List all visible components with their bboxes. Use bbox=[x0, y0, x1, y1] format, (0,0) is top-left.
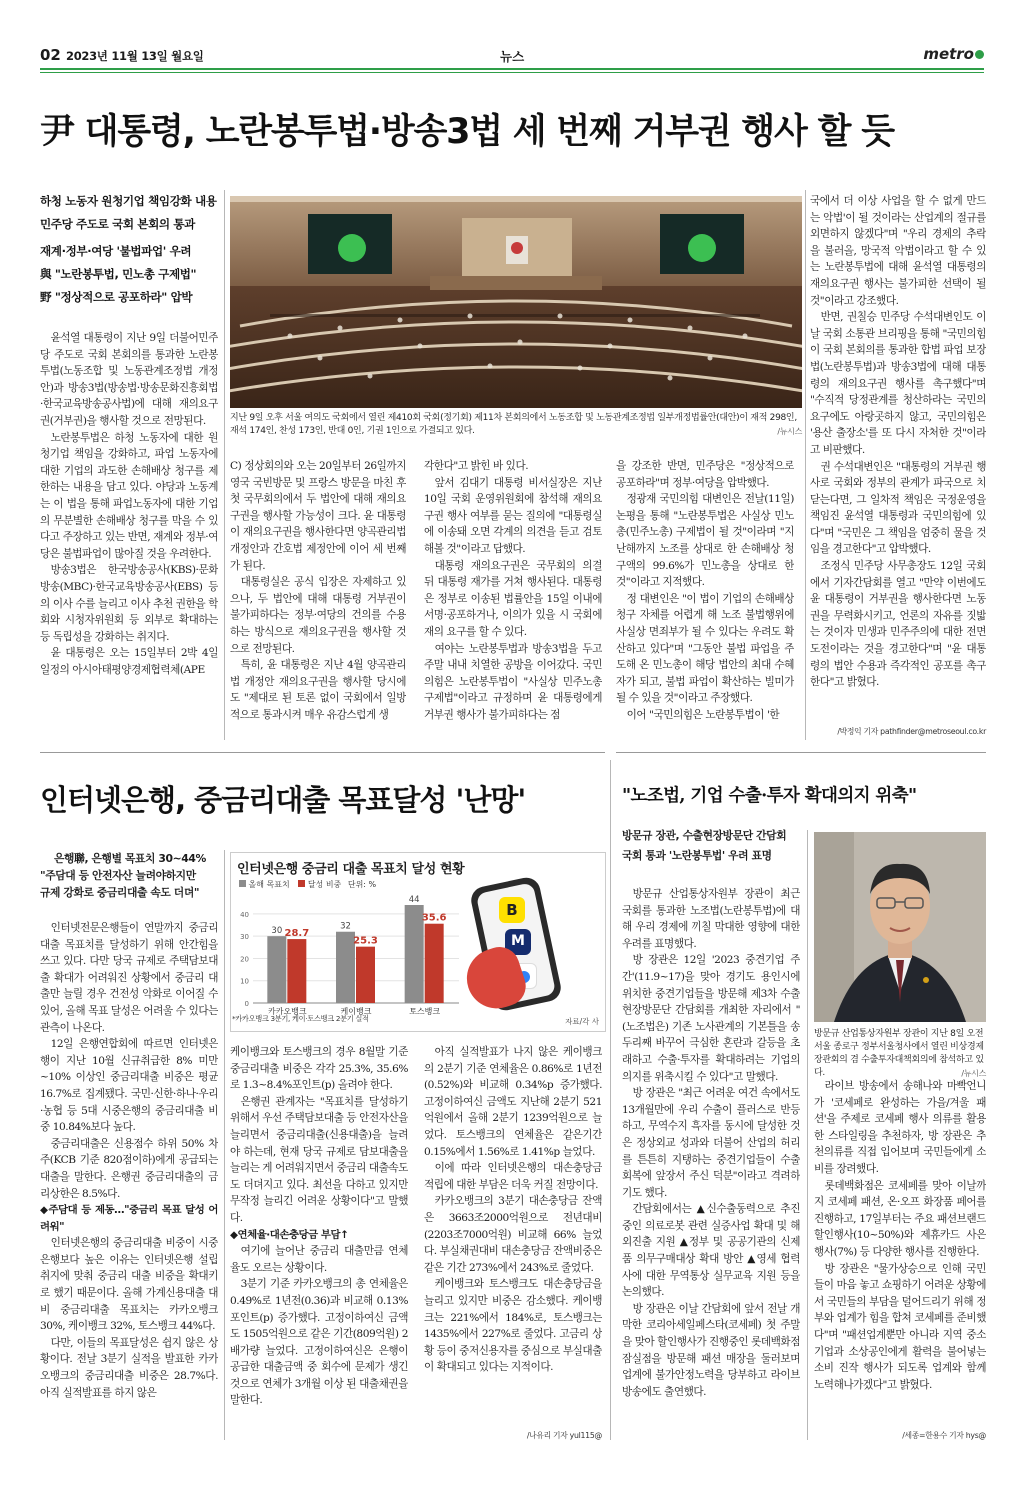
paragraph: 방 장관은 12일 '2023 중견기업 주간'(11.9~17)을 맞아 경기도 용인시에 위치한 중견기업들을 방문해 제3차 수출현장방문단 간담회를 개최한 자리에서 "(노조법은) 기존 노사관계의 기본틀을 송두리째 바꾸어 극심한 혼란과 갈등을 초래하고 수출·투자를 확대하려는 기업의 의지를 위축시킬 수 있다"고 말했다. bbox=[622, 954, 800, 1083]
minister-photo-caption: 방문규 산업통상자원부 장관이 지난 8일 오전 서울 종로구 정부서울청사에서 열린 비상경제장관회의 겸 수출투자대책회의에 참석하고 있다. /뉴시스 bbox=[814, 1029, 986, 1078]
data-label: 25.3 bbox=[353, 935, 378, 947]
y-tick-label: 10 bbox=[240, 977, 249, 986]
main-headline: 尹 대통령, 노란봉투법·방송3법 세 번째 거부권 행사 할 듯 bbox=[40, 112, 894, 152]
bank-col-3 bbox=[424, 1044, 602, 1424]
assembly-hall-image bbox=[230, 196, 802, 408]
deck-line: 재계·정부·여당 '불법파업' 우려 bbox=[40, 244, 192, 258]
bar-target bbox=[267, 936, 286, 1003]
paragraph: 인터넷전문은행들이 연말까지 중금리대출 목표치를 달성하기 위해 안간힘을 쓰고 있다. 다만 당국 규제로 주택담보대출 확대가 어려워진 상황에서 중금리 대출만 늘릴 경우 건전성 악화로 이어질 수 있어, 올해 목표 달성은 어려울 수 있다는 관측이 나온다. bbox=[40, 922, 218, 1034]
paragraph: 다만, 이들의 목표달성은 쉽지 않은 상황이다. 전날 3분기 실적을 발표한 카카오뱅크의 중금리대출 비중은 28.7%다. 아직 실적발표를 하지 않은 bbox=[40, 1336, 218, 1399]
paragraph: 권 수석대변인은 "대통령의 거부권 행사로 국회와 정부의 관계가 파국으로 치닫는다면, 그 일차적 책임은 국정운영을 책임진 윤석열 대통령과 국민의힘에 있다"며 "국민은 그 책임을 엄중히 물을 것임을 경고한다"고 압박했다. bbox=[810, 460, 986, 556]
minister-byline: /세종=한용수 기자 hys@ bbox=[902, 1431, 986, 1440]
paragraph: 국에서 더 이상 사업을 할 수 없게 만드는 악법'이 될 것이라는 산업계의 절규를 외면하지 않겠다"며 "우리 경제의 추락을 불러올, 망국적 악법이라고 할 수 있는 노란봉투법에 대해 윤석열 대통령의 재의요구권 행사는 불가피한 선택이 될 것"이라고 강조했다. bbox=[810, 195, 986, 307]
subheading: ◆연체율·대손충당금 부담↑ bbox=[230, 1228, 349, 1241]
minister-headline: "노조법, 기업 수출·투자 확대의지 위축" bbox=[622, 786, 917, 806]
paragraph: 각한다"고 밝힌 바 있다. bbox=[424, 460, 529, 472]
phone-illustration bbox=[471, 875, 575, 1013]
header-rule bbox=[40, 68, 984, 70]
main-photo-caption: 지난 9일 오후 서울 여의도 국회에서 열린 제410회 국회(정기회) 제11차 본회의에서 노동조합 및 노동관계조정법 일부개정법률안(대안)이 재적 298인, 재석 174인, 찬성 173인, 반대 0인, 기권 1인으로 가결되고 있다. /뉴시스 bbox=[230, 413, 802, 436]
loan-chart bbox=[230, 852, 606, 1032]
legend-label-target: 올해 목표치 bbox=[248, 880, 290, 889]
deck-line: 민주당 주도로 국회 본회의 통과 bbox=[40, 217, 195, 231]
data-label: 32 bbox=[340, 921, 351, 932]
paragraph: 윤 대통령은 오는 15일부터 2박 4일 일정의 아시아태평양경제협력체(APE bbox=[40, 647, 218, 676]
main-col-5 bbox=[810, 193, 986, 723]
column-rule bbox=[610, 760, 611, 1440]
data-label: 28.7 bbox=[284, 928, 310, 940]
y-tick-label: 40 bbox=[240, 910, 249, 919]
paragraph: 간담회에서는 ▲신수출동력으로 추진 중인 의료로봇 관련 실증사업 확대 및 해외진출 지원 ▲정부 및 공공기관의 신제품 의무구매대상 확대 방안 ▲영세 협력사에 대한 무역통상 실무교육 지원 등을 논의했다. bbox=[622, 1203, 800, 1299]
y-tick-label: 0 bbox=[244, 1000, 249, 1008]
paragraph: 인터넷은행의 중금리대출 비중이 시중은행보다 높은 이유는 인터넷은행 설립 취지에 맞춰 중금리 대출 비중을 확대키로 했기 때문이다. 올해 가계신용대출 대비 중금리대출 목표치는 카카오뱅크 30%, 케이뱅크 32%, 토스뱅크 44%다. bbox=[40, 1237, 218, 1333]
paragraph: 조정식 민주당 사무총장도 12일 국회에서 기자간담회를 열고 "만약 이번에도 윤 대통령이 거부권을 행사한다면 노동권을 무력화시키고, 언론의 자유를 짓밟는 것이자 민생과 민주주의에 대한 전면 도전이라는 것을 경고한다"며 "윤 대통령의 법안 수용과 즉각적인 공포를 촉구한다"고 밝혔다. bbox=[810, 560, 986, 689]
y-tick-label: 20 bbox=[240, 955, 249, 964]
paragraph: 방 장관은 이날 간담회에 앞서 전날 개막한 코리아세일페스타(코세페) 첫 주말을 맞아 할인행사가 진행중인 롯데백화점 잠실점을 방문해 패션 매장을 둘러보며 업계에 불가안정노력을 당부하고 라이브 방송에도 출연했다. bbox=[622, 1302, 800, 1398]
category-label: 케이뱅크 bbox=[340, 1007, 372, 1016]
bar-actual bbox=[425, 924, 444, 1003]
paragraph: 정 대변인은 "이 법이 기업의 손해배상 청구 자체를 어렵게 해 노조 불법행위에 사실상 면죄부가 될 수 있다는 우려도 확산하고 있다"며 "그동안 불법 파업을 주도해 온 민노총이 해당 법안의 최대 수혜자가 되고, 불법 파업이 확산하는 빌미가 될 수 있을 것"이라고 주장했다. bbox=[616, 592, 794, 705]
category-label: 카카오뱅크 bbox=[268, 1007, 307, 1016]
photo-credit: /뉴시스 bbox=[777, 427, 802, 436]
main-col-2 bbox=[230, 458, 406, 740]
chart-credit: 자료/각 사 bbox=[565, 1017, 599, 1026]
minister-portrait-image bbox=[814, 832, 986, 1022]
deck-line: 하청 노동자 원청기업 책임강화 내용 bbox=[40, 194, 217, 208]
deck-line: "주담대 등 안전자산 늘려야하지만 bbox=[40, 869, 196, 882]
paragraph: 여기에 늘어난 중금리 대출만큼 연체율도 오르는 상황이다. bbox=[230, 1245, 408, 1274]
kbank-app-icon: M bbox=[505, 929, 531, 955]
bank-byline: /나유리 기자 yul115@ bbox=[526, 1431, 602, 1440]
bank-deck bbox=[40, 850, 220, 901]
subheading: ◆주담대 등 제동…"중금리 목표 달성 어려워" bbox=[40, 1204, 218, 1233]
deck-line: 국회 통과 '노란봉투법' 우려 표명 bbox=[622, 849, 772, 862]
data-label: 30 bbox=[271, 926, 283, 937]
kakaobank-app-icon: B bbox=[499, 897, 525, 923]
paragraph: 노란봉투법은 하청 노동자에 대한 원청기업 책임을 강화하고, 파업 노동자에 대한 기업의 과도한 손해배상 청구를 제한하는 내용을 담고 있다. 야당과 노동계는 이 법을 통해 파업노동자에 대한 기업의 무분별한 손해배상 청구를 막을 수 있다고 주장하고 있는 반면, 재계와 정부·여당은 불법파업이 많아질 것을 우려한다. bbox=[40, 431, 218, 560]
minister-col-1 bbox=[622, 886, 800, 1442]
photo-credit: /뉴시스 bbox=[961, 1069, 986, 1078]
main-byline: /박정익 기자 pathfinder@metroseoul.co.kr bbox=[837, 727, 986, 736]
paragraph: 정광재 국민의힘 대변인은 전날(11일) 논평을 통해 "노란봉투법은 사실상 민노총(민주노총) 구제법이 될 것"이라며 "지난해까지 노조를 상대로 한 손해배상 청구액의 99.6%가 민노총을 상대로 한 것"이라고 지적했다. bbox=[616, 493, 794, 589]
paragraph: 이에 따라 인터넷은행의 대손충당금 적립에 대한 부담은 더욱 커질 전망이다. bbox=[424, 1162, 602, 1191]
paragraph: 은행권 관계자는 "목표치를 달성하기 위해서 우선 주택담보대출 등 안전자산을 늘리면서 중금리대출(신용대출)을 늘려야 하는데, 현재 당국 규제로 담보대출을 늘리는 게 어려워지면서 중금리 대출속도도 더뎌지고 있다. 최선을 다하고 있지만 무작정 늘리긴 어려운 상황이다"고 말했다. bbox=[230, 1095, 408, 1224]
deck-line: 與 "노란봉투법, 민노총 구제법" bbox=[40, 267, 197, 281]
paragraph: 을 강조한 반면, 민주당은 "정상적으로 공포하라"며 정부·여당을 압박했다. bbox=[616, 460, 794, 489]
paragraph: 카카오뱅크의 3분기 대손충당금 잔액은 3663조2000억원으로 전년대비(2203조7000억원) 비교해 66% 늘었다. 부실채권대비 대손충당금 잔액비중은 같은 기간 273%에서 243%로 줄었다. bbox=[424, 1195, 602, 1274]
paragraph: 윤석열 대통령이 지난 9일 더불어민주당 주도로 국회 본회의를 통과한 노란봉투법(노동조합 및 노동관계조정법 개정안)과 방송3법(방송법·방송문화진흥회법·한국교육방송공사법)에 대해 재의요구권(거부권)을 행사할 것으로 전망된다. bbox=[40, 332, 218, 427]
main-col-4 bbox=[616, 458, 794, 740]
chart-source-note: *카카오뱅크 3분기, 케이·토스뱅크 2분기 실적 bbox=[232, 1014, 369, 1023]
paragraph: 방 장관은 "물가상승으로 인해 국민들이 마음 놓고 쇼핑하기 어려운 상황에서 국민들의 부담을 덜어드리기 위해 정부와 업계가 힘을 합쳐 코세페를 준비했다"며 "패션업계뿐만 아니라 지역 중소기업과 소상공인에게 활력을 불어넣는 소비 진작 행사가 되도록 업계와 함께 노력해나가겠다"고 밝혔다. bbox=[814, 1262, 986, 1391]
bank-col-2 bbox=[230, 1044, 408, 1444]
bar-actual bbox=[287, 939, 306, 1003]
paragraph: 방문규 산업통상자원부 장관이 최근 국회를 통과한 노조법(노란봉투법)에 대해 우리 경제에 끼칠 막대한 영향에 대한 우려를 표명했다. bbox=[622, 888, 800, 950]
paragraph: 대통령 재의요구권은 국무회의 의결 뒤 대통령 재가를 거쳐 행사된다. 대통령은 정부로 이송된 법률안을 15일 이내에 서명·공포하거나, 이의가 있을 시 국회에 재의 요구를 할 수 있다. bbox=[424, 559, 602, 638]
section-divider bbox=[40, 752, 605, 753]
minister-photo bbox=[814, 832, 986, 1022]
column-rule bbox=[224, 190, 225, 740]
bank-headline: 인터넷은행, 중금리대출 목표달성 '난망' bbox=[40, 783, 526, 817]
data-label: 35.6 bbox=[421, 912, 447, 924]
page-date: 2023년 11월 13일 월요일 bbox=[66, 49, 204, 63]
paragraph: 12일 은행연합회에 따르면 인터넷은행이 지난 10월 신규취급한 8% 미만~10% 이상인 중금리대출 비중은 평균 16.7%로 집계됐다. 국민·신한·하나·우리·농협 등 5대 시중은행의 중금리대출 비중 10.84%보다 높다. bbox=[40, 1038, 218, 1134]
legend-label-actual: 달성 비중 bbox=[307, 880, 342, 889]
paragraph: 케이뱅크와 토스뱅크의 경우 8월말 기준 중금리대출 비중은 각각 25.3%, 35.6%로 1.3~8.4%포인트(p) 올려야 한다. bbox=[230, 1046, 408, 1092]
page-header bbox=[40, 44, 984, 70]
paragraph: 중금리대출은 신용점수 하위 50% 차주(KCB 기준 820점이하)에게 공급되는 대출을 말한다. 은행권 중금리대출의 금리상한은 8.5%다. bbox=[40, 1137, 218, 1200]
paragraph: 여야는 노란봉투법과 방송3법을 두고 주말 내내 치열한 공방을 이어갔다. 국민의힘은 노란봉투법이 "사실상 민주노총 구제법"이라고 규정하며 윤 대통령에게 거부권 행사가 불가피하다는 점 bbox=[424, 642, 602, 721]
paragraph: 반면, 권칠승 민주당 수석대변인도 이날 국회 소통관 브리핑을 통해 "국민의힘이 국회 본회의를 통과한 합법 파업 보장법(노란봉투법)과 방송3법에 대해 대통령의 재의요구권 행사를 촉구했다"며 "수직적 당정관계를 청산하라는 국민의 요구에도 아랑곳하지 않고, 국민의힘은 '용산 출장소'를 또 다시 자처한 것"이라고 비판했다. bbox=[810, 311, 986, 456]
column-rule bbox=[805, 190, 806, 740]
bank-col-1 bbox=[40, 920, 218, 1440]
data-label: 44 bbox=[408, 895, 420, 905]
column-rule bbox=[807, 830, 808, 1440]
section-divider bbox=[616, 752, 986, 753]
main-deck bbox=[40, 190, 220, 309]
paragraph: 대통령실은 공식 입장은 자제하고 있으나, 두 법안에 대해 대통령 거부권이 불가피하다는 정부·여당의 건의를 수용하는 방식으로 재의요구권을 행사할 것으로 전망된다. bbox=[230, 576, 406, 655]
deck-line: 野 "정상적으로 공포하라" 압박 bbox=[40, 290, 193, 304]
paragraph: 특히, 윤 대통령은 지난 4월 양곡관리법 개정안 재의요구권을 행사할 당시에도 "제대로 된 토론 없이 국회에서 일방적으로 통과시켜 매우 유감스럽게 생 bbox=[230, 659, 406, 721]
bar-target bbox=[336, 932, 355, 1003]
paragraph: 라이브 방송에서 송해나와 마빡언니가 '코세페로 완성하는 가을/겨울 패션'을 주제로 코세페 행사 의류를 활용한 스타일링을 추천하자, 방 장관은 추천의류를 직접 입어보며 국민들에게 소비를 장려했다. bbox=[814, 1080, 986, 1175]
main-col-1 bbox=[40, 330, 218, 740]
category-label: 토스뱅크 bbox=[409, 1007, 441, 1016]
main-col-3 bbox=[424, 458, 602, 740]
deck-line: 방문규 장관, 수출현장방문단 간담회 bbox=[622, 829, 787, 842]
section-name: 뉴스 bbox=[500, 49, 525, 64]
header-rule-thin bbox=[40, 72, 984, 73]
bar-actual bbox=[356, 947, 375, 1003]
assembly-photo bbox=[230, 196, 802, 408]
paragraph: 아직 실적발표가 나지 않은 케이뱅크의 2분기 기준 연체율은 0.86%로 1년전(0.52%)와 비교해 0.34%p 증가했다. 고정이하여신 금액도 지난해 2분기 521억원에서 올해 2분기 1239억원으로 늘었다. 토스뱅크의 연체율은 같은기간 0.15%에서 1.56%로 1.41%p 늘었다. bbox=[424, 1046, 602, 1158]
chart-unit: 단위: % bbox=[347, 880, 377, 889]
minister-deck bbox=[622, 826, 808, 866]
paragraph: C) 정상회의와 오는 20일부터 26일까지 영국 국빈방문 및 프랑스 방문을 마친 후 첫 국무회의에서 두 법안에 대해 재의요구권을 행사할 가능성이 크다. 윤 대통령이 재의요구권을 행사한다면 양곡관리법 개정안과 간호법 제정안에 이어 세 번째가 된다. bbox=[230, 460, 406, 572]
page-number: 02 bbox=[40, 46, 61, 64]
paragraph: 앞서 김대기 대통령 비서실장은 지난 10일 국회 운영위원회에 참석해 재의요구권 행사 여부를 묻는 질의에 "대통령실에 이송돼 오면 각계의 의견을 듣고 검토해볼 것"이라고 답했다. bbox=[424, 476, 602, 555]
paragraph: 방송3법은 한국방송공사(KBS)·문화방송(MBC)·한국교육방송공사(EBS) 등의 이사 수를 늘리고 이사 추천 권한을 학회와 시청자위원회 등 외부로 확대하는 등 독립성을 강화하는 취지다. bbox=[40, 564, 218, 643]
paragraph: 방 장관은 "최근 어려운 여건 속에서도 13개월만에 우리 수출이 플러스로 반등하고, 무역수지 흑자를 동시에 달성한 것은 정상외교 성과와 더불어 산업의 허리를 튼튼히 지탱하는 중견기업들이 수출 회복에 앞장서 주신 덕분"이라고 격려하기도 했다. bbox=[622, 1087, 800, 1199]
paragraph: 이어 "국민의힘은 노란봉투법이 '한 bbox=[626, 708, 780, 721]
y-tick-label: 30 bbox=[240, 933, 249, 942]
minister-col-2 bbox=[814, 1078, 986, 1416]
bar-target bbox=[405, 905, 424, 1003]
paragraph: 3분기 기준 카카오뱅크의 총 연체율은 0.49%로 1년전(0.36)과 비교해 0.13%포인트(p) 증가했다. 고정이하여신 금액도 1505억원으로 같은 기간(809억원) 2배가량 늘었다. 고정이하여신은 은행이 공급한 대출금액 중 회수에 문제가 생긴 것으로 연체가 3개월 이상 된 대출채권을 말한다. bbox=[230, 1278, 408, 1407]
metro-logo: metro bbox=[923, 45, 984, 63]
paragraph: 케이뱅크와 토스뱅크도 대손충당금을 늘리고 있지만 비중은 감소했다. 케이뱅크는 221%에서 184%로, 토스뱅크는 1435%에서 227%로 줄었다. 고금리 상황 등이 중저신용자를 중심으로 부실대출이 확대되고 있다는 지적이다. bbox=[424, 1278, 602, 1374]
deck-line: 규제 강화로 중금리대출 속도 더뎌" bbox=[40, 886, 200, 899]
chart-title: 인터넷은행 중금리 대출 목표치 달성 현황 bbox=[237, 862, 465, 877]
deck-line: 은행聯, 은행별 목표치 30~44% bbox=[54, 852, 206, 865]
paragraph: 롯데백화점은 코세페를 맞아 이날까지 코세페 패션, 온·오프 화장품 페어를 진행하고, 17일부터는 주요 패션브랜드 할인행사(10~50%)와 제휴카드 사은행사(7%) 등 다양한 행사를 진행한다. bbox=[814, 1179, 986, 1258]
column-rule bbox=[224, 850, 225, 1440]
